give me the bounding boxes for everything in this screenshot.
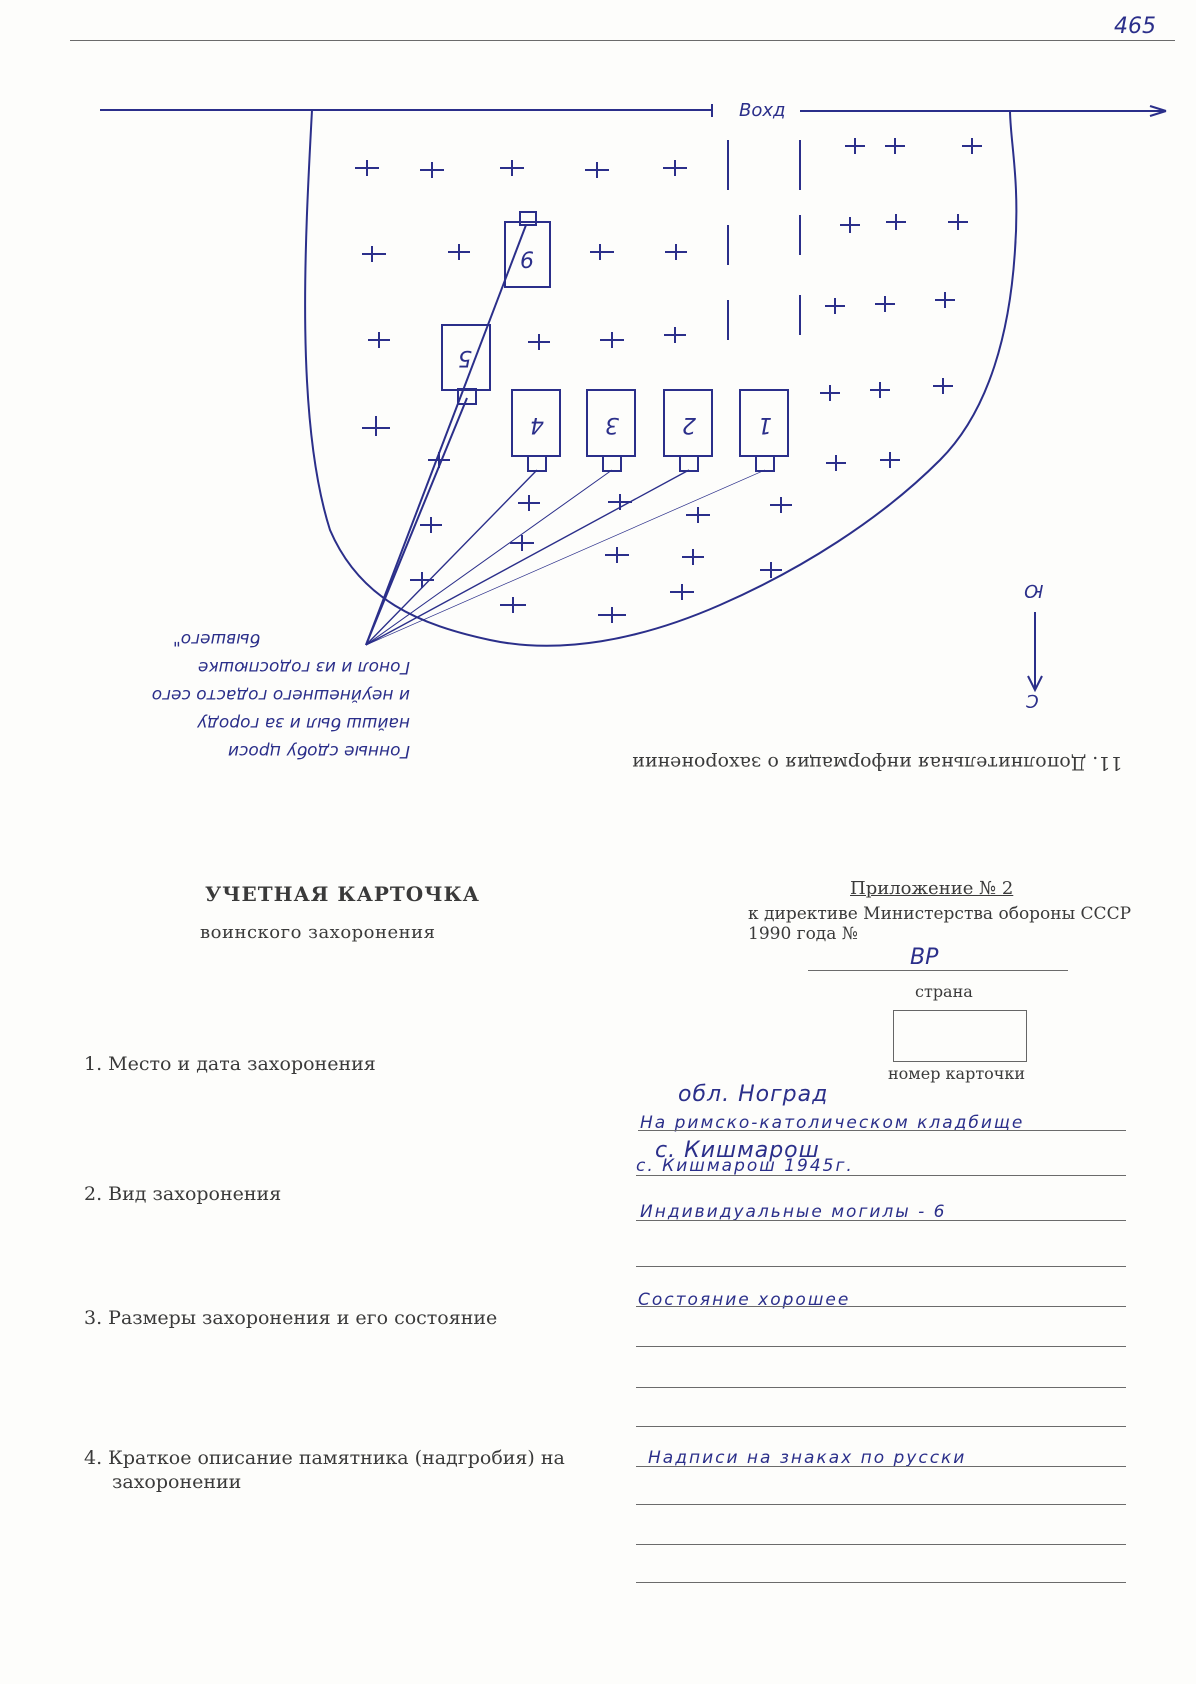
item-3-rule-1 (636, 1306, 1126, 1307)
item-3-rule-2 (636, 1346, 1126, 1347)
card-subtitle: воинского захоронения (200, 922, 436, 943)
compass-top-label: Ю (1024, 580, 1044, 601)
item-3-rule-4 (636, 1426, 1126, 1427)
item-4-label-line-2: захоронении (112, 1471, 242, 1493)
card-number-label: номер карточки (888, 1064, 1026, 1083)
sketch-note (40, 625, 410, 765)
grave-number-4: 4 (530, 412, 544, 437)
grave-number-6: 6 (520, 249, 534, 274)
section-11-label: 11. Дополнительная информация о захоронении (632, 752, 1123, 774)
item-4-rule-1 (636, 1466, 1126, 1467)
note-line: найшш был и за городу (197, 713, 410, 733)
item-2-rule-1 (636, 1220, 1126, 1221)
item-2-value: Индивидуальные могилы - 6 (640, 1202, 947, 1222)
item-3-rule-3 (636, 1387, 1126, 1388)
item-1-value-cemetery: На римско-католическом кладбище (640, 1113, 1025, 1133)
item-1-label: 1. Место и дата захоронения (84, 1053, 376, 1075)
grave-number-3: 3 (605, 412, 619, 437)
appendix-title: Приложение № 2 (850, 878, 1014, 899)
note-line: Гонные сдобу цроси (228, 741, 410, 761)
page-number: 465 (1114, 14, 1156, 39)
item-1-value-region: обл. Ноград (678, 1082, 829, 1107)
item-3-label: 3. Размеры захоронения и его состояние (84, 1307, 498, 1329)
note-line: и неуйнешнего годасто сего (151, 685, 410, 705)
appendix-line-1: к директиве Министерства обороны СССР (748, 904, 1132, 924)
item-4-value: Надписи на знаках по русски (648, 1448, 967, 1468)
item-1-rule-1 (638, 1130, 1126, 1131)
item-4-rule-4 (636, 1582, 1126, 1583)
item-2-label: 2. Вид захоронения (84, 1183, 282, 1205)
grave-number-1: 1 (758, 412, 772, 437)
grave-number-2: 2 (682, 412, 696, 437)
country-label: страна (915, 982, 973, 1001)
card-number-box (893, 1010, 1027, 1062)
grave-number-5: 5 (458, 345, 472, 370)
note-line: Гонол и из годоспюшке (197, 657, 410, 677)
road-label: Вохд (735, 100, 789, 121)
item-1-value-village: с. Кишмарош (655, 1138, 820, 1163)
item-1-rule-2 (636, 1175, 1126, 1176)
cemetery-outline (305, 110, 1016, 646)
card-title: УЧЕТНАЯ КАРТОЧКА (205, 882, 480, 906)
country-rule (808, 970, 1068, 971)
item-4-rule-2 (636, 1504, 1126, 1505)
item-4-rule-3 (636, 1544, 1126, 1545)
item-4-label-line-1: 4. Краткое описание памятника (надгробия) на (84, 1447, 565, 1469)
item-2-rule-2 (636, 1266, 1126, 1267)
item-1-value-village-date: с. Кишмарош 1945г. (636, 1156, 854, 1176)
country-value: ВР (910, 945, 939, 970)
note-line: бывшего" (172, 629, 260, 649)
cross-marks (355, 138, 982, 623)
item-3-value: Состояние хорошее (638, 1290, 851, 1310)
burial-sketch-map (0, 90, 1196, 710)
header-rule (70, 40, 1175, 41)
compass-bottom-label: С (1026, 690, 1039, 711)
appendix-line-2: 1990 года № (748, 924, 858, 944)
